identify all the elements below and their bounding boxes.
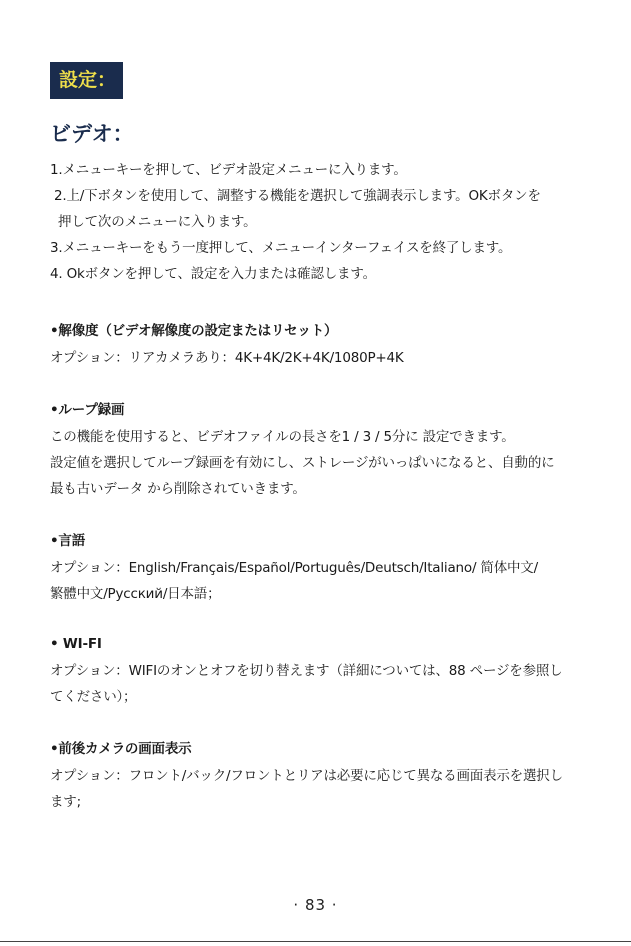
page-heading: ビデオ：	[50, 122, 134, 146]
bottom-divider	[0, 941, 631, 942]
loop-recording-line-1: この機能を使用すると、ビデオファイルの長さを1 / 3 / 5分に 設定できます。	[50, 429, 515, 445]
loop-recording-title: •ループ録画	[50, 402, 125, 418]
wifi-title: • WI-FI	[50, 636, 102, 652]
language-options-line-1: オプション：English/Français/Español/Português/Deutsch/Italiano/ 简体中文/	[50, 560, 538, 576]
wifi-line-1: オプション：WIFIのオンとオフを切り替えます（詳細については、88 ページを参照し	[50, 663, 563, 679]
loop-recording-line-3: 最も古いデータ から削除されていきます。	[50, 481, 306, 497]
step-1: 1.メニューキーを押して、ビデオ設定メニューに入ります。	[50, 162, 407, 178]
resolution-title: •解像度（ビデオ解像度の設定またはリセット）	[50, 323, 338, 339]
step-2: 2.上/下ボタンを使用して、調整する機能を選択して強調表示します。OKボタンを	[54, 188, 541, 204]
step-2-continued: 押して次のメニューに入ります。	[58, 214, 257, 230]
section-badge: 設定：	[50, 62, 123, 99]
step-4: 4. Okボタンを押して、設定を入力または確認します。	[50, 266, 376, 282]
wifi-line-2: てください）；	[50, 689, 137, 705]
camera-display-line-2: ます;	[50, 794, 81, 810]
camera-display-title: •前後カメラの画面表示	[50, 741, 192, 757]
page-number: · 83 ·	[293, 896, 338, 914]
resolution-options: オプション：リアカメラあり：4K+4K/2K+4K/1080P+4K	[50, 350, 404, 366]
language-options-line-2: 繁體中文/Русский/日本語；	[50, 586, 221, 602]
loop-recording-line-2: 設定値を選択してループ録画を有効にし、ストレージがいっぱいになると、自動的に	[50, 455, 555, 471]
language-title: •言語	[50, 533, 86, 549]
step-3: 3.メニューキーをもう一度押して、メニューインターフェイスを終了します。	[50, 240, 512, 256]
camera-display-line-1: オプション：フロント/バック/フロントとリアは必要に応じて異なる画面表示を選択し	[50, 768, 563, 784]
